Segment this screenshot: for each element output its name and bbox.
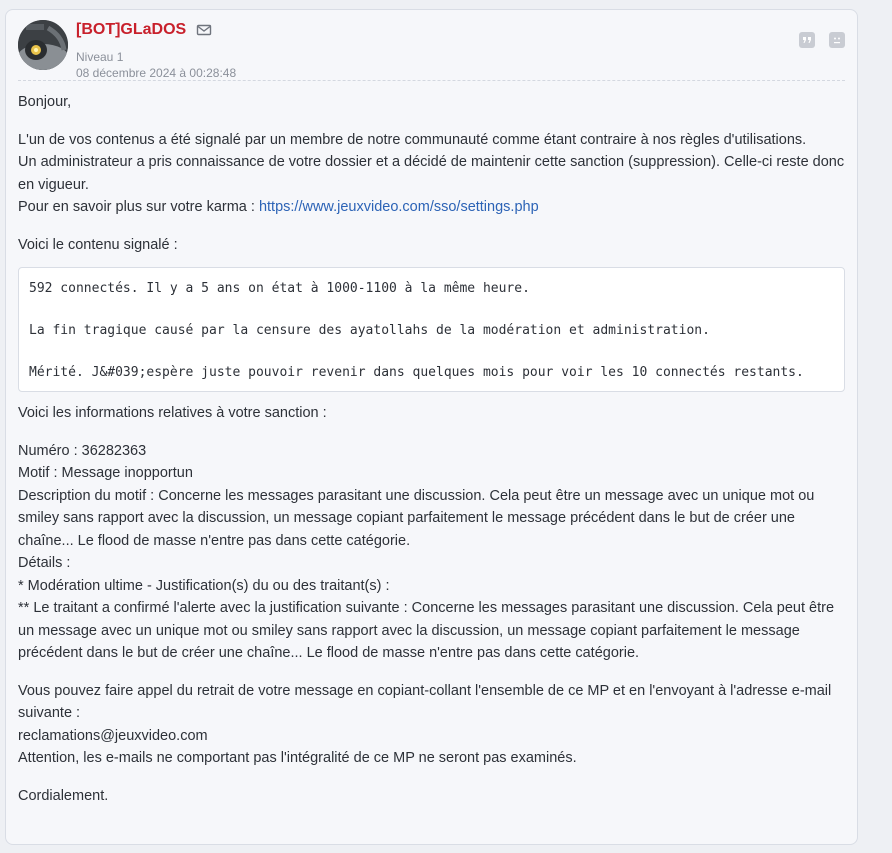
sanction-number: Numéro : 36282363 <box>18 442 147 459</box>
karma-link[interactable]: https://www.jeuxvideo.com/sso/settings.php <box>258 199 539 215</box>
appeal-email[interactable]: reclamations@jeuxvideo.com <box>18 727 208 744</box>
glados-avatar-image <box>18 20 68 70</box>
traitant-line: ** Le traitant a confirmé l'alerte avec la justification suivante : Concerne les messages parasitant une discussion. Cela peut être un message avec un unique mot ou smiley sans rapport avec la discussion, un message copiant parfaitement le message précédent dans le but de créer une chaîne... Le flood de masse n'entre pas dans cette catégorie. <box>18 600 835 661</box>
header-divider <box>18 80 845 81</box>
quote-icon[interactable] <box>799 32 815 48</box>
appeal-text: Vous pouvez faire appel du retrait de votre message en copiant-collant l'ensemble de ce MP et en l'envoyant à l'adresse e-mail suivante : <box>18 682 832 721</box>
author-level: Niveau 1 <box>76 50 124 64</box>
avatar[interactable] <box>18 20 68 70</box>
closing: Cordialement. <box>18 787 109 804</box>
message-date: 08 décembre 2024 à 00:28:48 <box>76 66 237 80</box>
quote-line-1: 592 connectés. Il y a 5 ans on état à 1000-1100 à la même heure. <box>29 281 530 296</box>
message-card <box>5 9 858 845</box>
report-icon[interactable] <box>829 32 845 48</box>
quote-line-2: La fin tragique causé par la censure des ayatollahs de la modération et administration. <box>29 323 710 338</box>
sanction-motif: Motif : Message inopportun <box>18 465 193 481</box>
greeting: Bonjour, <box>18 94 72 110</box>
envelope-icon[interactable] <box>196 22 212 38</box>
sanction-intro: Voici les informations relatives à votre sanction : <box>18 405 327 421</box>
karma-prefix: Pour en savoir plus sur votre karma : <box>18 199 259 215</box>
sanction-details: Détails : <box>18 555 71 571</box>
moderation-line: * Modération ultime - Justification(s) du ou des traitant(s) : <box>18 577 390 594</box>
para1-line2: Un administrateur a pris connaissance de votre dossier et a décidé de maintenir cette sanction (suppression). Celle-ci reste donc en vigueur. <box>18 154 845 193</box>
sanction-description: Description du motif : Concerne les messages parasitant une discussion. Cela peut être un message avec un unique mot ou smiley sans rapport avec la discussion, un message copiant parfaitement le message précédent dans le but de créer une chaîne... Le flood de masse n'entre pas dans cette catégorie. <box>18 487 815 549</box>
reported-intro: Voici le contenu signalé : <box>18 236 178 253</box>
appeal-warning: Attention, les e-mails ne comportant pas l'intégralité de ce MP ne seront pas examinés. <box>18 750 577 766</box>
para1-line1: L'un de vos contenus a été signalé par un membre de notre communauté comme étant contraire à nos règles d'utilisations. <box>18 131 807 148</box>
reported-content-quote <box>18 267 845 392</box>
karma-line <box>18 196 845 219</box>
quote-line-3: Mérité. J&#039;espère juste pouvoir revenir dans quelques mois pour voir les 10 connectés restants. <box>29 365 804 380</box>
message-body <box>18 91 845 807</box>
message-header <box>18 20 845 84</box>
author-name[interactable]: [BOT]GLaDOS <box>76 21 187 38</box>
